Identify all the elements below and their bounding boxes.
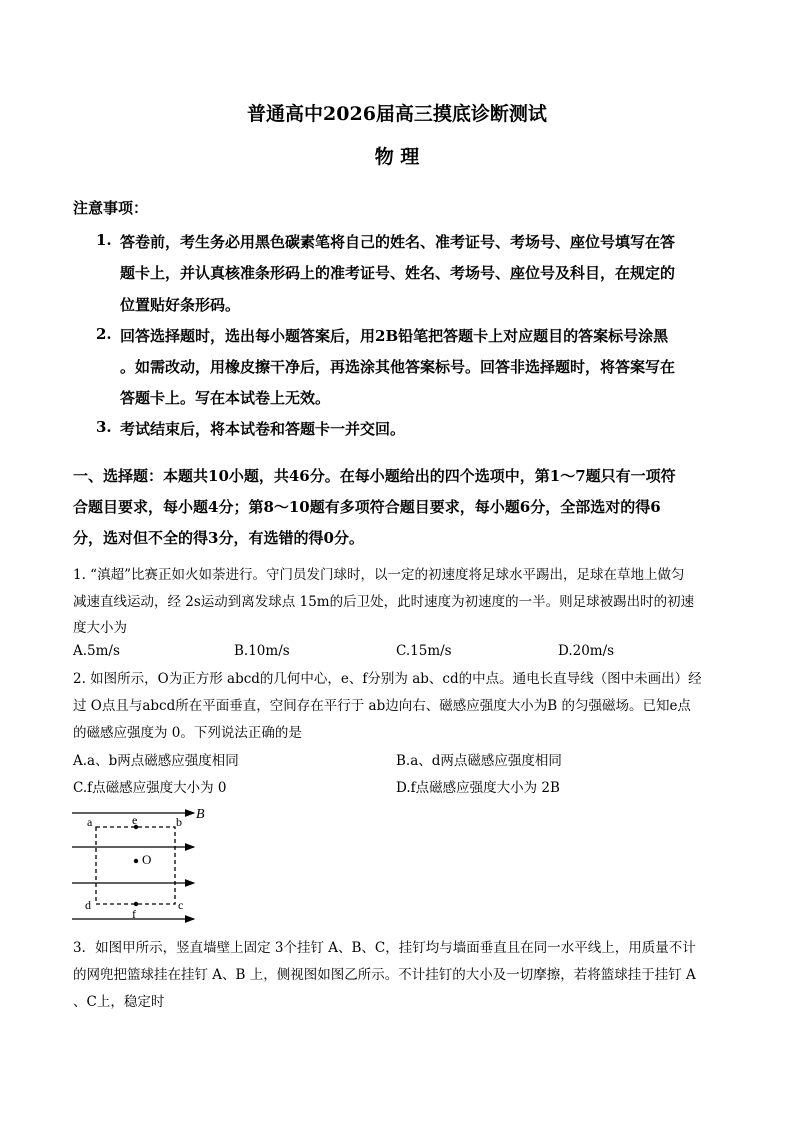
- notice-item-3-line: 考试结束后，将本试卷和答题卡一并交回。: [120, 420, 406, 438]
- section-heading-line: 一、选择题：本题共10小题，共46分。在每小题给出的四个选项中，第1～7题只有一项符: [73, 467, 676, 485]
- point-f-dot: [134, 902, 138, 906]
- notice-item-2-line: 回答选择题时，选出每小题答案后，用2B铅笔把答题卡上对应题目的答案标号涂黑: [120, 327, 669, 345]
- question-2-option-a: A.a、b两点磁感应强度相同: [73, 753, 239, 769]
- notice-item-1-number: 1.: [96, 231, 112, 249]
- notice-item-2-line: 。如需改动，用橡皮擦干净后，再选涂其他答案标号。回答非选择题时，将答案写在: [120, 358, 676, 376]
- notice-item-1-line: 题卡上，并认真核准条形码上的准考证号、姓名、考场号、座位号及科目，在规定的: [120, 264, 676, 282]
- point-o-dot: [134, 859, 138, 863]
- section-heading-line: 分，选对但不全的得3分，有选错的得0分。: [73, 529, 364, 547]
- field-label-b: B: [196, 807, 205, 822]
- magnetic-field-figure: [66, 802, 216, 926]
- notice-item-1-line: 答卷前，考生务必用黑色碳素笔将自己的姓名、准考证号、考场号、座位号填写在答: [120, 233, 676, 251]
- question-3-line: 、C上，稳定时: [73, 994, 165, 1010]
- question-1-line: 度大小为: [73, 620, 127, 636]
- notice-heading: 注意事项：: [73, 199, 149, 217]
- question-1-line: 1. “滇超”比赛正如火如荼进行。守门员发门球时，以一定的初速度将足球水平踢出，足球在草地上做匀: [73, 567, 685, 583]
- question-1-option-d: D.20m/s: [558, 643, 615, 659]
- point-label-a: a: [87, 815, 93, 829]
- notice-item-1-line: 位置贴好条形码。: [120, 296, 241, 314]
- question-2-line: 过 O点且与abcd所在平面垂直，空间存在平行于 ab边向右、磁感应强度大小为B 的匀强磁场。已知e点: [73, 698, 691, 714]
- notice-item-2-line: 答题卡上。写在本试卷上无效。: [120, 389, 331, 407]
- square-abcd: [96, 827, 175, 904]
- point-label-b: b: [176, 815, 182, 829]
- question-1-option-c: C.15m/s: [396, 643, 452, 659]
- question-3-line: 的网兜把篮球挂在挂钉 A、B 上，侧视图如图乙所示。不计挂钉的大小及一切摩擦，若将篮球挂于挂钉 A: [73, 967, 696, 983]
- point-label-e: e: [132, 813, 138, 827]
- section-heading-line: 合题目要求，每小题4分；第8～10题有多项符合题目要求，每小题6分，全部选对的得6: [73, 498, 661, 516]
- question-2-option-c: C.f点磁感应强度大小为 0: [73, 780, 227, 796]
- subject-title: 物 理: [374, 146, 420, 168]
- question-2-option-d: D.f点磁感应强度大小为 2B: [396, 780, 560, 796]
- question-1-option-a: A.5m/s: [73, 643, 120, 659]
- question-1-option-b: B.10m/s: [234, 643, 290, 659]
- point-label-f: f: [132, 907, 136, 921]
- question-2-line: 的磁感应强度为 0。下列说法正确的是: [73, 725, 302, 741]
- question-3-line: 3．如图甲所示，竖直墙壁上固定 3个挂钉 A、B、C，挂钉均与墙面垂直且在同一水平线上，用质量不计: [73, 940, 696, 956]
- point-label-d: d: [85, 898, 91, 912]
- notice-item-2-number: 2.: [96, 325, 112, 343]
- point-label-o: O: [142, 852, 152, 867]
- point-label-c: c: [178, 898, 184, 912]
- question-2-line: 2. 如图所示，O为正方形 abcd的几何中心，e、f分别为 ab、cd的中点。通电长直导线（图中未画出）经: [73, 671, 702, 687]
- notice-item-3-number: 3.: [96, 418, 112, 436]
- exam-title: 普通高中2026届高三摸底诊断测试: [247, 103, 547, 125]
- question-2-option-b: B.a、d两点磁感应强度相同: [396, 753, 562, 769]
- question-1-line: 减速直线运动，经 2s运动到离发球点 15m的后卫处，此时速度为初速度的一半。则足球被踢出时的初速: [73, 594, 695, 610]
